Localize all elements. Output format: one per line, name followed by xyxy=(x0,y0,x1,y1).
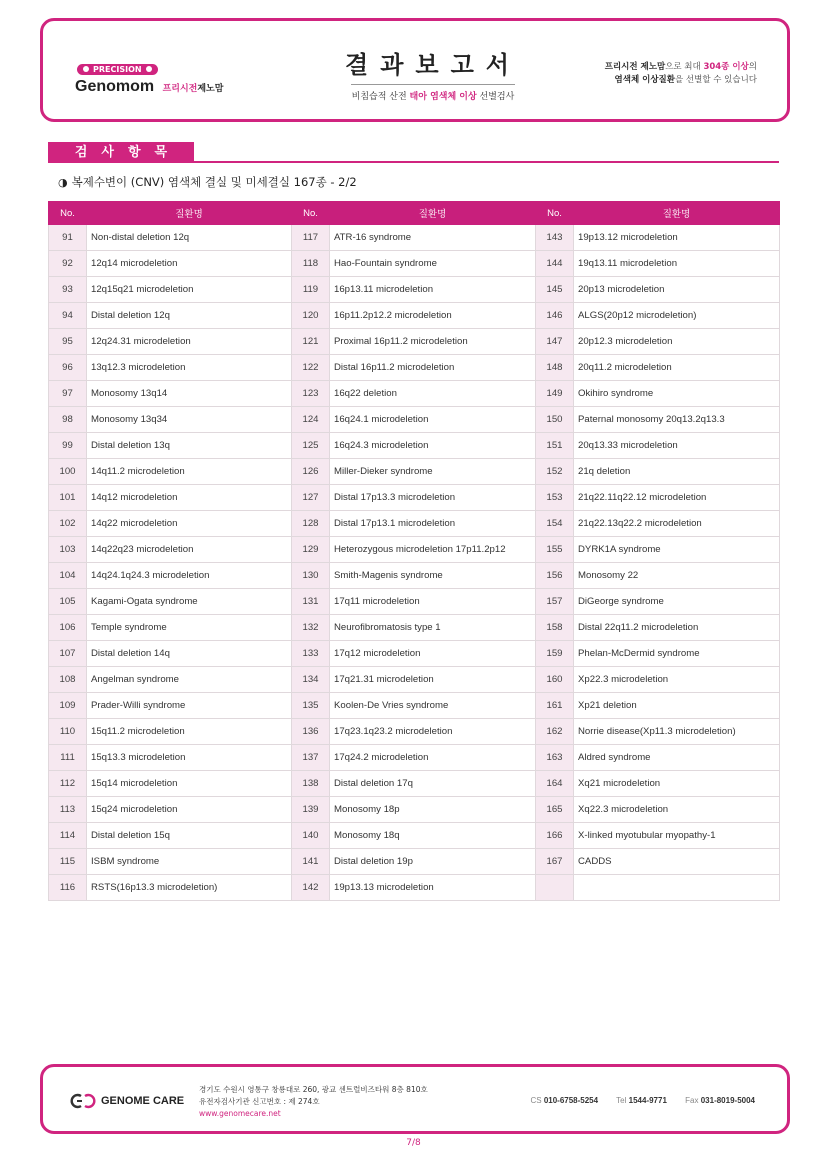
disease-number: 135 xyxy=(292,693,330,719)
cnv-disease-table xyxy=(48,201,780,901)
disease-name: Monosomy 13q14 xyxy=(87,381,292,407)
disease-name xyxy=(574,875,780,901)
section-tab: 검사항목 xyxy=(48,142,194,163)
disease-number: 112 xyxy=(49,771,87,797)
disease-name: Distal deletion 12q xyxy=(87,303,292,329)
disease-name: 16p13.11 microdeletion xyxy=(330,277,536,303)
disease-number: 101 xyxy=(49,485,87,511)
disease-name: 20q11.2 microdeletion xyxy=(574,355,780,381)
disease-name: Aldred syndrome xyxy=(574,745,780,771)
disease-number: 132 xyxy=(292,615,330,641)
disease-name: Angelman syndrome xyxy=(87,667,292,693)
disease-number: 139 xyxy=(292,797,330,823)
disease-name: 12q15q21 microdeletion xyxy=(87,277,292,303)
disease-name: Miller-Dieker syndrome xyxy=(330,459,536,485)
section-divider xyxy=(48,161,779,163)
disease-name: Okihiro syndrome xyxy=(574,381,780,407)
disease-number: 147 xyxy=(536,329,574,355)
disease-name: Kagami-Ogata syndrome xyxy=(87,589,292,615)
logo-sub-dark: 제노맘 xyxy=(197,83,224,93)
disease-name: 14q24.1q24.3 microdeletion xyxy=(87,563,292,589)
disease-name: Proximal 16p11.2 microdeletion xyxy=(330,329,536,355)
disease-name: 16q24.3 microdeletion xyxy=(330,433,536,459)
disease-name: 19p13.12 microdeletion xyxy=(574,225,780,251)
disease-number: 117 xyxy=(292,225,330,251)
disease-name: ISBM syndrome xyxy=(87,849,292,875)
disease-name: Monosomy 13q34 xyxy=(87,407,292,433)
disease-number: 111 xyxy=(49,745,87,771)
disease-name: 14q22q23 microdeletion xyxy=(87,537,292,563)
disease-number: 150 xyxy=(536,407,574,433)
disease-name: DiGeorge syndrome xyxy=(574,589,780,615)
disease-number: 119 xyxy=(292,277,330,303)
disease-number: 123 xyxy=(292,381,330,407)
disease-name: Distal deletion 14q xyxy=(87,641,292,667)
disease-number: 114 xyxy=(49,823,87,849)
disease-number: 144 xyxy=(536,251,574,277)
table-row xyxy=(49,251,780,277)
col-header-name: 질환명 xyxy=(330,202,536,225)
col-header-name: 질환명 xyxy=(87,202,292,225)
disease-name: Distal deletion 17q xyxy=(330,771,536,797)
website-link[interactable]: www.genomecare.net xyxy=(199,1109,281,1118)
disease-name: Norrie disease(Xp11.3 microdeletion) xyxy=(574,719,780,745)
disease-number: 108 xyxy=(49,667,87,693)
disease-number: 110 xyxy=(49,719,87,745)
disease-number: 154 xyxy=(536,511,574,537)
table-row xyxy=(49,459,780,485)
disease-number: 158 xyxy=(536,615,574,641)
disease-number: 115 xyxy=(49,849,87,875)
disease-number: 153 xyxy=(536,485,574,511)
disease-number: 129 xyxy=(292,537,330,563)
disease-number: 142 xyxy=(292,875,330,901)
disease-number: 104 xyxy=(49,563,87,589)
disease-number: 105 xyxy=(49,589,87,615)
disease-number: 133 xyxy=(292,641,330,667)
report-title: 결과보고서 xyxy=(345,50,521,79)
disease-name: Monosomy 18p xyxy=(330,797,536,823)
table-row xyxy=(49,303,780,329)
report-title-block xyxy=(333,45,533,102)
disease-name: Prader-Willi syndrome xyxy=(87,693,292,719)
cs-number: 010-6758-5254 xyxy=(543,1096,599,1105)
disease-number: 163 xyxy=(536,745,574,771)
disease-number: 109 xyxy=(49,693,87,719)
disease-name: Monosomy 22 xyxy=(574,563,780,589)
disease-name: Xq22.3 microdeletion xyxy=(574,797,780,823)
disease-number: 140 xyxy=(292,823,330,849)
disease-name: 21q22.11q22.12 microdeletion xyxy=(574,485,780,511)
disease-name: 17q12 microdeletion xyxy=(330,641,536,667)
disease-name: Heterozygous microdeletion 17p11.2p12 xyxy=(330,537,536,563)
table-row xyxy=(49,797,780,823)
table-row xyxy=(49,277,780,303)
disease-name: Distal 16p11.2 microdeletion xyxy=(330,355,536,381)
disease-number: 98 xyxy=(49,407,87,433)
disease-name: 17q24.2 microdeletion xyxy=(330,745,536,771)
table-row xyxy=(49,771,780,797)
table-row xyxy=(49,563,780,589)
genome-care-logo: GENOME CARE xyxy=(69,1093,184,1109)
disease-name: 21q22.13q22.2 microdeletion xyxy=(574,511,780,537)
table-row xyxy=(49,849,780,875)
report-subtitle: 비침습적 산전 태아 염색체 이상 선별검사 xyxy=(351,92,515,102)
table-row xyxy=(49,615,780,641)
disease-number: 125 xyxy=(292,433,330,459)
table-row xyxy=(49,329,780,355)
col-header-no: No. xyxy=(292,202,330,225)
disease-number: 94 xyxy=(49,303,87,329)
disease-name: DYRK1A syndrome xyxy=(574,537,780,563)
disease-number: 137 xyxy=(292,745,330,771)
disease-name: Smith-Magenis syndrome xyxy=(330,563,536,589)
disease-number: 121 xyxy=(292,329,330,355)
disease-name: 20p12.3 microdeletion xyxy=(574,329,780,355)
disease-number: 131 xyxy=(292,589,330,615)
report-footer xyxy=(40,1064,790,1134)
disease-number: 102 xyxy=(49,511,87,537)
disease-name: Xp22.3 microdeletion xyxy=(574,667,780,693)
disease-name: 13q12.3 microdeletion xyxy=(87,355,292,381)
disease-number: 116 xyxy=(49,875,87,901)
disease-number: 156 xyxy=(536,563,574,589)
fax-number: 031-8019-5004 xyxy=(700,1096,755,1105)
genomom-logo xyxy=(75,57,223,96)
disease-number: 128 xyxy=(292,511,330,537)
disease-number: 96 xyxy=(49,355,87,381)
disease-number: 106 xyxy=(49,615,87,641)
disease-number: 149 xyxy=(536,381,574,407)
disease-name: CADDS xyxy=(574,849,780,875)
section-subhead: ◑ 복제수변이 (CNV) 염색체 결실 및 미세결실 167종 - 2/2 xyxy=(58,175,357,189)
logo-brand: Genomom xyxy=(75,78,155,95)
footer-contacts: CS 010-6758-5254 Tel 1544-9771 Fax 031-8019-5004 xyxy=(530,1096,755,1105)
disease-number: 124 xyxy=(292,407,330,433)
table-row xyxy=(49,875,780,901)
disease-number: 161 xyxy=(536,693,574,719)
disease-number: 100 xyxy=(49,459,87,485)
disease-number: 136 xyxy=(292,719,330,745)
disease-number: 122 xyxy=(292,355,330,381)
disease-name: 20q13.33 microdeletion xyxy=(574,433,780,459)
disease-number: 138 xyxy=(292,771,330,797)
disease-number: 157 xyxy=(536,589,574,615)
disease-number: 148 xyxy=(536,355,574,381)
disease-number: 143 xyxy=(536,225,574,251)
table-row xyxy=(49,537,780,563)
disease-number: 97 xyxy=(49,381,87,407)
disease-number: 166 xyxy=(536,823,574,849)
table-row xyxy=(49,641,780,667)
disease-name: Distal deletion 13q xyxy=(87,433,292,459)
title-divider xyxy=(351,84,515,85)
disease-name: Distal 22q11.2 microdeletion xyxy=(574,615,780,641)
disease-name: 15q11.2 microdeletion xyxy=(87,719,292,745)
disease-name: Koolen-De Vries syndrome xyxy=(330,693,536,719)
disease-name: X-linked myotubular myopathy-1 xyxy=(574,823,780,849)
disease-number: 141 xyxy=(292,849,330,875)
disease-name: Temple syndrome xyxy=(87,615,292,641)
disease-name: Neurofibromatosis type 1 xyxy=(330,615,536,641)
disease-number: 92 xyxy=(49,251,87,277)
disease-name: 19p13.13 microdeletion xyxy=(330,875,536,901)
disease-name: Phelan-McDermid syndrome xyxy=(574,641,780,667)
disease-name: Hao-Fountain syndrome xyxy=(330,251,536,277)
disease-name: Xp21 deletion xyxy=(574,693,780,719)
disease-name: RSTS(16p13.3 microdeletion) xyxy=(87,875,292,901)
disease-name: 16q24.1 microdeletion xyxy=(330,407,536,433)
table-row xyxy=(49,589,780,615)
col-header-no: No. xyxy=(49,202,87,225)
disease-number: 103 xyxy=(49,537,87,563)
disease-number: 99 xyxy=(49,433,87,459)
disease-number: 159 xyxy=(536,641,574,667)
disease-number: 127 xyxy=(292,485,330,511)
disease-name: 15q13.3 microdeletion xyxy=(87,745,292,771)
disease-name: 14q22 microdeletion xyxy=(87,511,292,537)
disease-name: 14q12 microdeletion xyxy=(87,485,292,511)
table-row xyxy=(49,433,780,459)
disease-name: Monosomy 18q xyxy=(330,823,536,849)
table-row xyxy=(49,745,780,771)
table-header-row xyxy=(49,202,780,225)
disease-name: 14q11.2 microdeletion xyxy=(87,459,292,485)
table-row xyxy=(49,485,780,511)
genome-care-mark-icon xyxy=(69,1093,97,1109)
disease-name: Non-distal deletion 12q xyxy=(87,225,292,251)
table-row xyxy=(49,667,780,693)
table-row xyxy=(49,823,780,849)
disease-number: 165 xyxy=(536,797,574,823)
disease-number: 95 xyxy=(49,329,87,355)
col-header-name: 질환명 xyxy=(574,202,780,225)
disease-name: Paternal monosomy 20q13.2q13.3 xyxy=(574,407,780,433)
disease-number: 107 xyxy=(49,641,87,667)
disease-number: 152 xyxy=(536,459,574,485)
table-row xyxy=(49,355,780,381)
table-row xyxy=(49,225,780,251)
disease-name: ATR-16 syndrome xyxy=(330,225,536,251)
precision-badge: PRECISION xyxy=(77,64,158,75)
disease-number: 93 xyxy=(49,277,87,303)
disease-name: ALGS(20p12 microdeletion) xyxy=(574,303,780,329)
disease-name: 17q11 microdeletion xyxy=(330,589,536,615)
disease-number: 91 xyxy=(49,225,87,251)
disease-name: 20p13 microdeletion xyxy=(574,277,780,303)
disease-name: 12q24.31 microdeletion xyxy=(87,329,292,355)
disease-number: 160 xyxy=(536,667,574,693)
disease-name: 21q deletion xyxy=(574,459,780,485)
disease-number: 130 xyxy=(292,563,330,589)
disease-number: 151 xyxy=(536,433,574,459)
disease-name: 16q22 deletion xyxy=(330,381,536,407)
table-row xyxy=(49,407,780,433)
disease-number: 134 xyxy=(292,667,330,693)
disease-name: 16p11.2p12.2 microdeletion xyxy=(330,303,536,329)
disease-number: 167 xyxy=(536,849,574,875)
disease-name: 17q23.1q23.2 microdeletion xyxy=(330,719,536,745)
disease-name: 15q14 microdeletion xyxy=(87,771,292,797)
col-header-no: No. xyxy=(536,202,574,225)
half-circle-icon: ◑ xyxy=(58,176,68,189)
table-row xyxy=(49,381,780,407)
disease-name: Distal deletion 19p xyxy=(330,849,536,875)
footer-address: 경기도 수원시 영통구 창룡대로 260, 광교 센트럴비즈타워 8층 810호 유전자검사기관 신고번호 : 제 274호 www.genomecare.net xyxy=(199,1085,428,1118)
disease-number: 164 xyxy=(536,771,574,797)
page-number: 7/8 xyxy=(406,1138,421,1148)
disease-number xyxy=(536,875,574,901)
disease-name: Distal 17p13.1 microdeletion xyxy=(330,511,536,537)
disease-name: 19q13.11 microdeletion xyxy=(574,251,780,277)
disease-name: Xq21 microdeletion xyxy=(574,771,780,797)
disease-number: 155 xyxy=(536,537,574,563)
header-note: 프리시전 제노맘으로 최대 304종 이상의 염색체 이상질환을 선별할 수 있습니다 xyxy=(604,62,757,85)
disease-number: 146 xyxy=(536,303,574,329)
disease-name: 12q14 microdeletion xyxy=(87,251,292,277)
disease-name: 15q24 microdeletion xyxy=(87,797,292,823)
disease-number: 145 xyxy=(536,277,574,303)
disease-number: 162 xyxy=(536,719,574,745)
disease-number: 118 xyxy=(292,251,330,277)
disease-number: 120 xyxy=(292,303,330,329)
table-row xyxy=(49,719,780,745)
disease-number: 126 xyxy=(292,459,330,485)
report-header xyxy=(40,18,790,122)
table-row xyxy=(49,693,780,719)
table-row xyxy=(49,511,780,537)
tel-number: 1544-9771 xyxy=(628,1096,667,1105)
disease-name: 17q21.31 microdeletion xyxy=(330,667,536,693)
disease-name: Distal deletion 15q xyxy=(87,823,292,849)
logo-sub-pink: 프리시전 xyxy=(162,83,198,93)
disease-number: 113 xyxy=(49,797,87,823)
disease-name: Distal 17p13.3 microdeletion xyxy=(330,485,536,511)
